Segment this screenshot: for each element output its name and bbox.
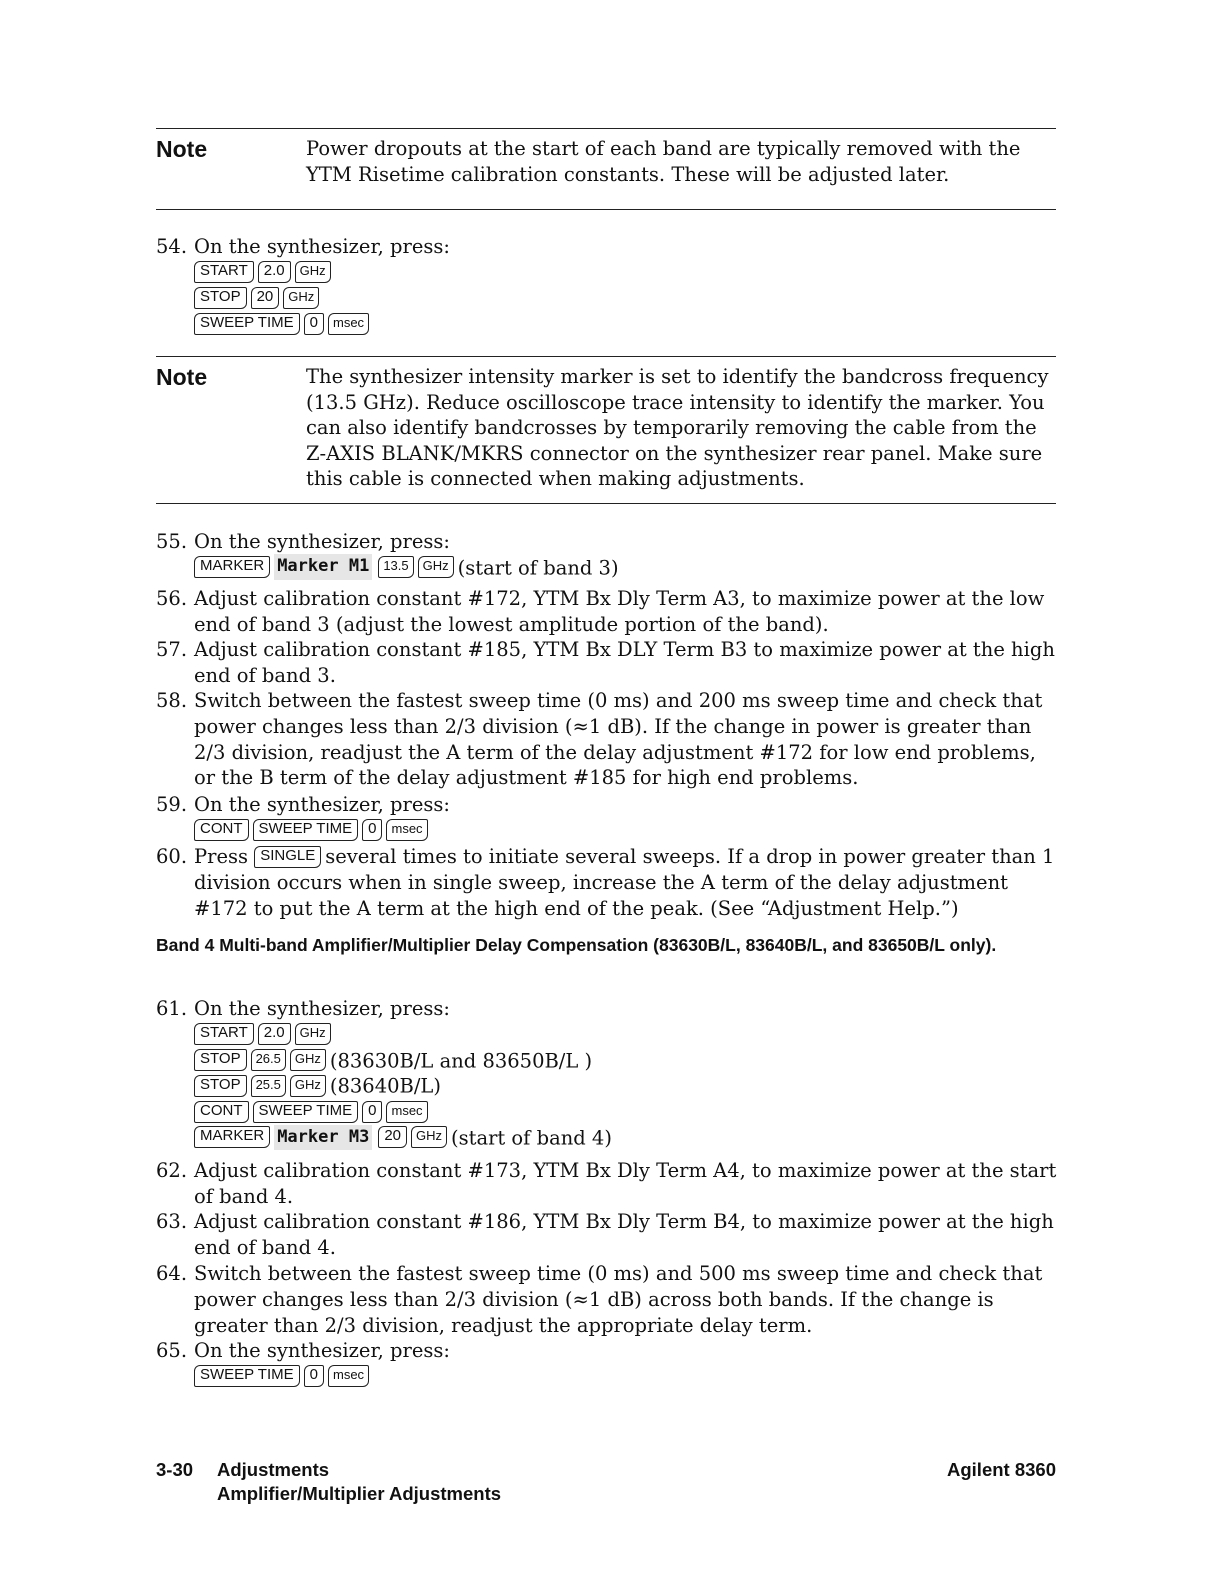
note-top-rule xyxy=(156,128,1056,129)
note-text: The synthesizer intensity marker is set to identify the bandcross frequency (13.5 GHz). Reduce oscilloscope trace intensity to identify the marker. You can also identify bandcrosses by temporarily removing the cable from the Z-AXIS BLANK/MKRS connector on the synthesizer rear panel. Make sure this cable is connected when making adjustments. xyxy=(306,365,1049,490)
start-key[interactable]: START xyxy=(194,261,254,283)
step-number: 62. xyxy=(156,1159,188,1182)
msec-key[interactable]: msec xyxy=(328,313,369,335)
key-sequence xyxy=(194,260,1058,286)
key-note: (83640B/L) xyxy=(329,1074,441,1098)
value-key[interactable]: 0 xyxy=(304,1365,324,1387)
marker-key[interactable]: MARKER xyxy=(194,1126,270,1148)
msec-key[interactable]: msec xyxy=(386,1101,427,1123)
step-text: Switch between the fastest sweep time (0 ms) and 500 ms sweep time and check that power changes less than 2/3 division (≈1 dB) across both bands. If the change is greater than 2/3 division, readjust the appropriate delay term. xyxy=(194,1262,1043,1337)
step-text: On the synthesizer, press: xyxy=(194,1339,450,1362)
step-62 xyxy=(156,1158,1058,1210)
note-text: Power dropouts at the start of each band are typically removed with the YTM Risetime calibration constants. These will be adjusted later. xyxy=(306,137,1021,186)
key-sequence xyxy=(194,1099,1058,1125)
note-label: Note xyxy=(156,136,208,162)
key-note: (start of band 4) xyxy=(451,1126,612,1150)
value-key[interactable]: 26.5 xyxy=(251,1049,286,1071)
ghz-key[interactable]: GHz xyxy=(411,1126,447,1148)
msec-key[interactable]: msec xyxy=(328,1365,369,1387)
key-sequence xyxy=(194,286,1058,312)
step-59 xyxy=(156,792,1058,844)
footer-page-number: 3-30 xyxy=(156,1459,194,1480)
footer-section: Amplifier/Multiplier Adjustments xyxy=(217,1483,502,1504)
step-54 xyxy=(156,234,1058,337)
step-64 xyxy=(156,1261,1058,1338)
sweep-time-key[interactable]: SWEEP TIME xyxy=(194,313,300,335)
step-text: On the synthesizer, press: xyxy=(194,997,450,1020)
value-key[interactable]: 20 xyxy=(378,1126,407,1148)
step-63 xyxy=(156,1209,1058,1261)
step-number: 64. xyxy=(156,1262,188,1285)
note-label: Note xyxy=(156,364,208,390)
step-65 xyxy=(156,1338,1058,1390)
note-bottom-rule xyxy=(156,503,1056,504)
note-bottom-rule xyxy=(156,209,1056,210)
step-text: Adjust calibration constant #173, YTM Bx Dly Term A4, to maximize power at the start of band 4. xyxy=(194,1159,1057,1208)
sweep-time-key[interactable]: SWEEP TIME xyxy=(253,1101,359,1123)
step-56 xyxy=(156,586,1058,638)
cont-key[interactable]: CONT xyxy=(194,819,249,841)
section-subheading: Band 4 Multi-band Amplifier/Multiplier Delay Compensation (83630B/L, 83640B/L, and 83650B/L only). xyxy=(156,935,997,955)
step-text: Switch between the fastest sweep time (0 ms) and 200 ms sweep time and check that power changes less than 2/3 division (≈1 dB). If the change in power is greater than 2/3 division, readjust the A term of the delay adjustment #172 for low end problems, or the B term of the delay adjustment #185 for high end problems. xyxy=(194,689,1043,790)
value-key[interactable]: 20 xyxy=(251,287,280,309)
ghz-key[interactable]: GHz xyxy=(290,1049,326,1071)
key-note: (start of band 3) xyxy=(457,556,619,580)
step-number: 56. xyxy=(156,587,188,610)
step-number: 54. xyxy=(156,235,188,258)
step-58 xyxy=(156,688,1058,791)
step-57 xyxy=(156,637,1058,689)
value-key[interactable]: 13.5 xyxy=(378,556,413,578)
step-55 xyxy=(156,529,1058,581)
key-sequence xyxy=(194,1125,1058,1151)
step-number: 59. xyxy=(156,793,188,816)
step-text: On the synthesizer, press: xyxy=(194,235,450,258)
msec-key[interactable]: msec xyxy=(386,819,427,841)
step-number: 65. xyxy=(156,1339,188,1362)
value-key[interactable]: 0 xyxy=(362,1101,382,1123)
marker-m3-softkey[interactable]: Marker M3 xyxy=(274,1125,372,1151)
key-note: (83630B/L and 83650B/L ) xyxy=(329,1049,593,1073)
start-key[interactable]: START xyxy=(194,1023,254,1045)
sweep-time-key[interactable]: SWEEP TIME xyxy=(194,1365,300,1387)
footer-chapter: Adjustments xyxy=(217,1459,330,1480)
step-text: Press xyxy=(194,845,248,868)
value-key[interactable]: 0 xyxy=(304,313,324,335)
step-number: 63. xyxy=(156,1210,188,1233)
step-number: 60. xyxy=(156,845,188,868)
ghz-key[interactable]: GHz xyxy=(283,287,319,309)
step-number: 61. xyxy=(156,997,188,1020)
step-60 xyxy=(156,844,1058,921)
key-sequence xyxy=(194,1364,1058,1390)
marker-m1-softkey[interactable]: Marker M1 xyxy=(274,554,372,580)
key-sequence xyxy=(194,818,1058,844)
value-key[interactable]: 25.5 xyxy=(251,1075,286,1097)
single-key[interactable]: SINGLE xyxy=(254,846,321,868)
step-number: 55. xyxy=(156,530,188,553)
step-number: 57. xyxy=(156,638,188,661)
marker-key[interactable]: MARKER xyxy=(194,556,270,578)
stop-key[interactable]: STOP xyxy=(194,287,247,309)
stop-key[interactable]: STOP xyxy=(194,1075,247,1097)
key-sequence xyxy=(194,555,1058,581)
key-sequence xyxy=(194,1022,1058,1048)
step-text: Adjust calibration constant #186, YTM Bx Dly Term B4, to maximize power at the high end of band 4. xyxy=(194,1210,1054,1259)
step-text: several times to initiate several sweeps. If a drop in power greater than 1 division occurs when in single sweep, increase the A term of the delay adjustment #172 to put the A term at the high end of the peak. (See “Adjustment Help.”) xyxy=(194,845,1055,920)
value-key[interactable]: 2.0 xyxy=(258,1023,291,1045)
key-sequence xyxy=(194,1048,1058,1074)
note-top-rule xyxy=(156,356,1056,357)
ghz-key[interactable]: GHz xyxy=(290,1075,326,1097)
ghz-key[interactable]: GHz xyxy=(418,556,454,578)
key-sequence xyxy=(194,1073,1058,1099)
footer-product: Agilent 8360 xyxy=(947,1459,1056,1480)
cont-key[interactable]: CONT xyxy=(194,1101,249,1123)
sweep-time-key[interactable]: SWEEP TIME xyxy=(253,819,359,841)
value-key[interactable]: 2.0 xyxy=(258,261,291,283)
key-sequence xyxy=(194,311,1058,337)
step-number: 58. xyxy=(156,689,188,712)
step-text: On the synthesizer, press: xyxy=(194,793,450,816)
ghz-key[interactable]: GHz xyxy=(295,1023,331,1045)
step-text: Adjust calibration constant #185, YTM Bx DLY Term B3 to maximize power at the high end of band 3. xyxy=(194,638,1055,687)
stop-key[interactable]: STOP xyxy=(194,1049,247,1071)
step-text: On the synthesizer, press: xyxy=(194,530,450,553)
step-61 xyxy=(156,996,1058,1151)
step-text: Adjust calibration constant #172, YTM Bx Dly Term A3, to maximize power at the low end of band 3 (adjust the lowest amplitude portion of the band). xyxy=(194,587,1045,636)
value-key[interactable]: 0 xyxy=(362,819,382,841)
ghz-key[interactable]: GHz xyxy=(295,261,331,283)
